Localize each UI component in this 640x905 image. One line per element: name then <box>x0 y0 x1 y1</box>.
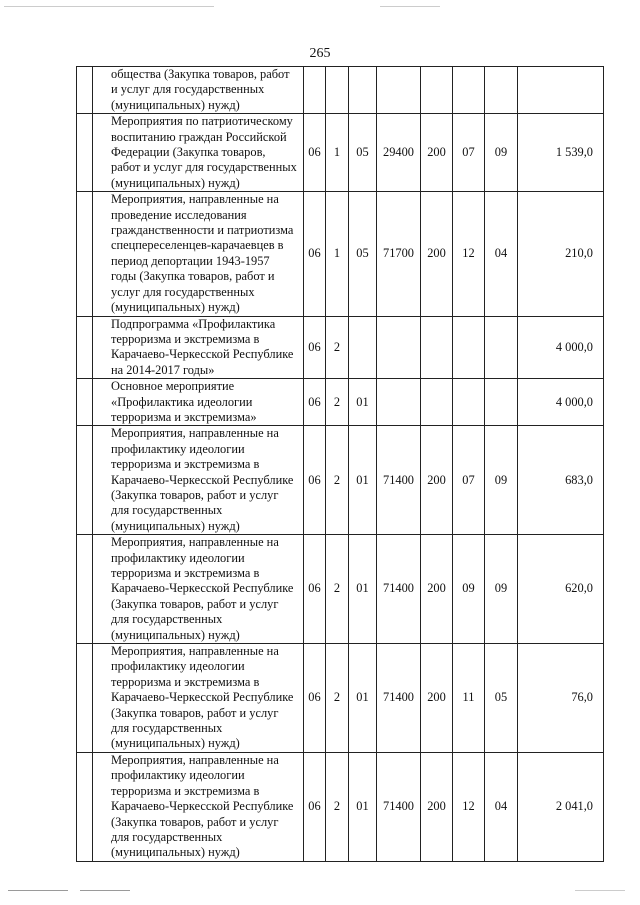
row-name: Мероприятия, направленные на профилактику идеологии терроризма и экстремизма в Карачаево-Черкесской Республике (Закупка товаров, работ и услуг для государственных (муниципальных) нужд) <box>93 752 304 861</box>
code-cell: 04 <box>485 192 518 316</box>
code-cell: 200 <box>421 535 453 644</box>
table-row <box>77 644 604 753</box>
amount-cell: 2 041,0 <box>518 752 604 861</box>
code-cell: 01 <box>349 426 377 535</box>
code-cell: 09 <box>485 426 518 535</box>
code-cell: 09 <box>453 535 485 644</box>
code-cell <box>326 67 349 114</box>
blank-cell <box>77 379 93 426</box>
code-cell: 01 <box>349 379 377 426</box>
code-cell: 200 <box>421 426 453 535</box>
amount-cell <box>518 67 604 114</box>
code-cell <box>485 379 518 426</box>
code-cell: 09 <box>485 114 518 192</box>
code-cell: 12 <box>453 192 485 316</box>
code-cell: 1 <box>326 192 349 316</box>
scan-artifact-bottom-left <box>8 890 68 891</box>
code-cell: 09 <box>485 535 518 644</box>
row-name: Мероприятия по патриотическому воспитанию граждан Российской Федерации (Закупка товаров, работ и услуг для государственных (муниципальных) нужд) <box>93 114 304 192</box>
table-row <box>77 67 604 114</box>
row-name: общества (Закупка товаров, работ и услуг для государственных (муниципальных) нужд) <box>93 67 304 114</box>
code-cell: 2 <box>326 535 349 644</box>
code-cell: 71400 <box>377 535 421 644</box>
blank-cell <box>77 535 93 644</box>
code-cell: 200 <box>421 644 453 753</box>
code-cell <box>304 67 326 114</box>
code-cell <box>377 67 421 114</box>
row-name: Основное мероприятие «Профилактика идеологии терроризма и экстремизма» <box>93 379 304 426</box>
amount-cell: 4 000,0 <box>518 379 604 426</box>
code-cell: 04 <box>485 752 518 861</box>
code-cell: 200 <box>421 114 453 192</box>
table-row <box>77 114 604 192</box>
row-name: Мероприятия, направленные на проведение исследования гражданственности и патриотизма спецпереселенцев-карачаевцев в период депортации 1943-1957 годы (Закупка товаров, работ и услуг для государственных (муниципальных) нужд) <box>93 192 304 316</box>
table-row <box>77 535 604 644</box>
amount-cell: 683,0 <box>518 426 604 535</box>
scan-artifact-bottom-right <box>575 890 625 891</box>
code-cell <box>485 316 518 379</box>
amount-cell: 76,0 <box>518 644 604 753</box>
code-cell: 06 <box>304 192 326 316</box>
code-cell: 06 <box>304 426 326 535</box>
code-cell: 2 <box>326 752 349 861</box>
blank-cell <box>77 192 93 316</box>
table-row <box>77 192 604 316</box>
code-cell: 2 <box>326 316 349 379</box>
code-cell: 11 <box>453 644 485 753</box>
amount-cell: 620,0 <box>518 535 604 644</box>
page-number: 265 <box>309 46 331 61</box>
row-name: Подпрограмма «Профилактика терроризма и экстремизма в Карачаево-Черкесской Республике на 2014-2017 годы» <box>93 316 304 379</box>
amount-cell: 4 000,0 <box>518 316 604 379</box>
code-cell: 01 <box>349 752 377 861</box>
blank-cell <box>77 752 93 861</box>
code-cell: 71400 <box>377 644 421 753</box>
code-cell: 06 <box>304 752 326 861</box>
code-cell: 06 <box>304 316 326 379</box>
table-row <box>77 379 604 426</box>
code-cell: 05 <box>349 192 377 316</box>
code-cell: 2 <box>326 644 349 753</box>
code-cell: 200 <box>421 192 453 316</box>
code-cell: 07 <box>453 426 485 535</box>
scan-artifact-top <box>4 6 214 7</box>
blank-cell <box>77 316 93 379</box>
code-cell: 29400 <box>377 114 421 192</box>
code-cell: 71700 <box>377 192 421 316</box>
code-cell <box>453 316 485 379</box>
code-cell: 07 <box>453 114 485 192</box>
code-cell: 12 <box>453 752 485 861</box>
code-cell: 01 <box>349 535 377 644</box>
blank-cell <box>77 114 93 192</box>
code-cell: 05 <box>485 644 518 753</box>
code-cell: 06 <box>304 114 326 192</box>
code-cell: 06 <box>304 644 326 753</box>
code-cell <box>349 316 377 379</box>
code-cell <box>485 67 518 114</box>
code-cell: 2 <box>326 426 349 535</box>
code-cell: 71400 <box>377 752 421 861</box>
code-cell: 200 <box>421 752 453 861</box>
code-cell: 2 <box>326 379 349 426</box>
code-cell <box>453 67 485 114</box>
blank-cell <box>77 426 93 535</box>
code-cell: 05 <box>349 114 377 192</box>
scan-artifact-bottom-mid <box>80 890 130 891</box>
code-cell <box>421 379 453 426</box>
amount-cell: 210,0 <box>518 192 604 316</box>
blank-cell <box>77 644 93 753</box>
table-row <box>77 752 604 861</box>
row-name: Мероприятия, направленные на профилактику идеологии терроризма и экстремизма в Карачаево-Черкесской Республике (Закупка товаров, работ и услуг для государственных (муниципальных) нужд) <box>93 426 304 535</box>
code-cell: 71400 <box>377 426 421 535</box>
scan-artifact-top-right <box>380 6 440 7</box>
code-cell: 06 <box>304 379 326 426</box>
code-cell: 1 <box>326 114 349 192</box>
code-cell <box>453 379 485 426</box>
code-cell: 01 <box>349 644 377 753</box>
table-row <box>77 316 604 379</box>
code-cell <box>421 67 453 114</box>
budget-table <box>76 66 604 862</box>
code-cell <box>421 316 453 379</box>
code-cell: 06 <box>304 535 326 644</box>
row-name: Мероприятия, направленные на профилактику идеологии терроризма и экстремизма в Карачаево-Черкесской Республике (Закупка товаров, работ и услуг для государственных (муниципальных) нужд) <box>93 535 304 644</box>
row-name: Мероприятия, направленные на профилактику идеологии терроризма и экстремизма в Карачаево-Черкесской Республике (Закупка товаров, работ и услуг для государственных (муниципальных) нужд) <box>93 644 304 753</box>
amount-cell: 1 539,0 <box>518 114 604 192</box>
blank-cell <box>77 67 93 114</box>
table-row <box>77 426 604 535</box>
code-cell <box>377 316 421 379</box>
code-cell <box>377 379 421 426</box>
code-cell <box>349 67 377 114</box>
